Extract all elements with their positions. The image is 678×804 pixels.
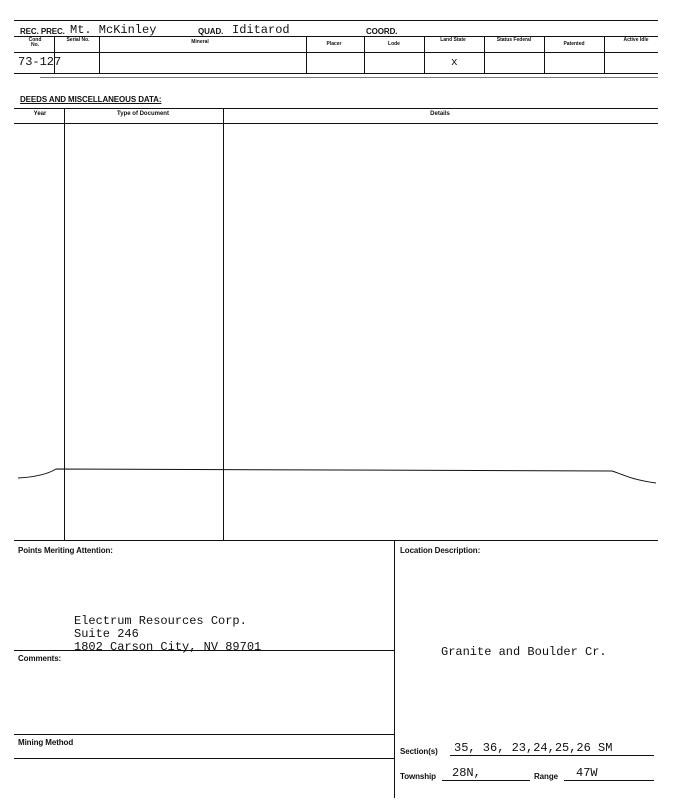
col-divider (306, 36, 307, 73)
quad-value: Iditarod (232, 23, 290, 37)
coord-label: COORD. (366, 27, 398, 36)
deeds-col-details: Details (430, 111, 450, 117)
land-state-mark: x (451, 57, 458, 69)
col-header-patented: Patented (563, 41, 585, 47)
township-value: 28N, (452, 766, 481, 780)
comments-top-rule (14, 650, 394, 651)
col-divider (544, 36, 545, 73)
address-line-2: Suite 246 (74, 627, 139, 641)
top-rule (14, 20, 658, 21)
col-header-land-state: Land State (440, 37, 466, 43)
cond-no-value: 73-127 (18, 55, 62, 69)
range-value: 47W (576, 766, 598, 780)
col-divider (364, 36, 365, 73)
comments-label: Comments: (18, 654, 62, 663)
mining-bottom-rule (14, 758, 394, 759)
township-underline (442, 780, 530, 781)
deeds-header-top (14, 108, 658, 109)
points-label: Points Meriting Attention: (18, 546, 113, 555)
col-divider (484, 36, 485, 73)
col-header-status-federal: Status Federal (496, 37, 532, 43)
mining-method-label: Mining Method (18, 738, 74, 747)
fold-line (0, 460, 678, 490)
deeds-col-type: Type of Document (117, 111, 169, 117)
sections-label: Section(s) (400, 747, 438, 756)
header-band-bottom (14, 52, 658, 53)
deeds-header-bottom (14, 123, 658, 124)
col-header-active-idle: Active Idle (623, 37, 649, 43)
sections-underline (450, 755, 654, 756)
col-divider (99, 36, 100, 73)
location-label: Location Description: (400, 546, 481, 555)
range-label: Range (534, 772, 558, 781)
col-divider (604, 36, 605, 73)
col-header-placer: Placer (326, 41, 342, 47)
address-line-1: Electrum Resources Corp. (74, 614, 247, 628)
quad-label: QUAD. (198, 27, 224, 36)
col-header-serial-no: Serial No. (66, 37, 90, 43)
record-row-bottom (14, 73, 658, 74)
deeds-section-title: DEEDS AND MISCELLANEOUS DATA: (20, 95, 162, 104)
rec-prec-label: REC. PREC. (20, 27, 65, 36)
bottom-col-divider (394, 540, 395, 798)
range-underline (564, 780, 654, 781)
col-header-lode: Lode (388, 41, 400, 47)
sections-value: 35, 36, 23,24,25,26 SM (454, 741, 613, 755)
address-line-3: 1802 Carson City, NV 89701 (74, 640, 262, 654)
col-header-mineral: Mineral (191, 39, 209, 45)
location-value: Granite and Boulder Cr. (441, 645, 607, 659)
scan-rule (40, 77, 658, 78)
mining-top-rule (14, 734, 394, 735)
township-label: Township (400, 772, 436, 781)
header-band-top (14, 36, 658, 37)
col-header-cond-no: Cond No. (28, 37, 42, 48)
deeds-bottom-rule (14, 540, 658, 541)
col-divider (424, 36, 425, 73)
rec-prec-value: Mt. McKinley (70, 23, 157, 37)
deeds-col-year: Year (33, 111, 47, 117)
